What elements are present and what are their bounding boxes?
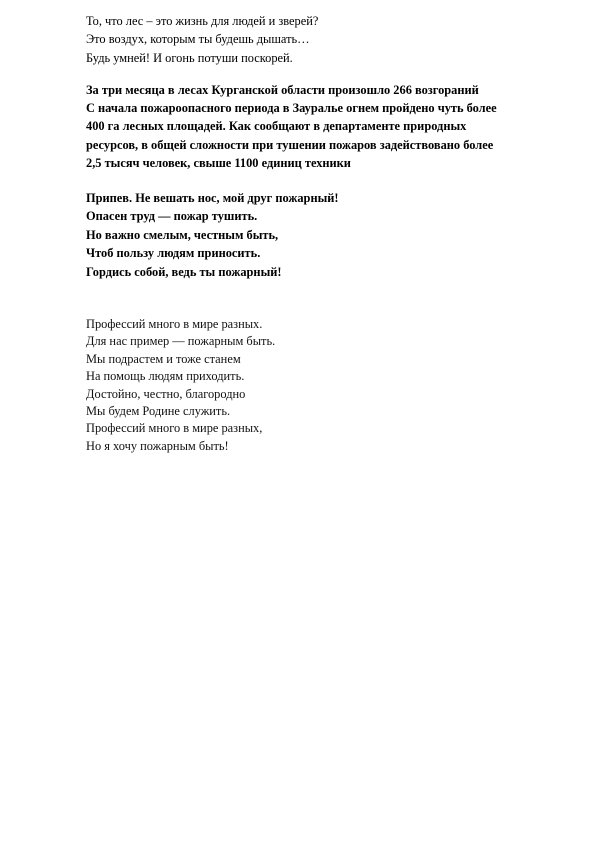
news-line: ресурсов, в общей сложности при тушении пожаров задействовано более [86, 137, 494, 152]
verse-line: Профессий много в мире разных, [86, 421, 263, 436]
news-line: За три месяца в лесах Курганской области произошло 266 возгораний [86, 83, 479, 97]
intro-line: Это воздух, которым ты будешь дышать… [86, 32, 310, 47]
verse-line: На помощь людям приходить. [86, 369, 245, 384]
chorus-stanza [86, 189, 339, 281]
verse-line: Мы подрастем и тоже станем [86, 351, 241, 366]
verse-line: Достойно, честно, благородно [86, 386, 246, 401]
intro-line: Будь умней! И огонь потуши поскорей. [86, 50, 293, 65]
verse-line: Но я хочу пожарным быть! [86, 438, 229, 453]
verse-line: Для нас пример — пожарным быть. [86, 334, 276, 349]
news-line: 400 га лесных площадей. Как сообщают в департаменте природных [86, 119, 467, 134]
chorus-line: Опасен труд — пожар тушить. [86, 209, 258, 224]
intro-stanza [86, 12, 318, 67]
chorus-line: Гордись собой, ведь ты пожарный! [86, 264, 282, 279]
verse-line: Профессий много в мире разных. [86, 317, 263, 331]
verse-stanza [86, 316, 275, 455]
chorus-line: Но важно смелым, честным быть, [86, 227, 279, 242]
verse-line: Мы будем Родине служить. [86, 404, 231, 419]
chorus-line: Припев. Не вешать нос, мой друг пожарный! [86, 191, 339, 205]
intro-line: То, что лес – это жизнь для людей и зверей? [86, 14, 319, 28]
news-line: 2,5 тысяч человек, свыше 1100 единиц техники [86, 155, 351, 170]
news-line: С начала пожароопасного периода в Зауралье огнем пройдено чуть более [86, 101, 497, 116]
chorus-line: Чтоб пользу людям приносить. [86, 246, 261, 261]
news-paragraph [86, 81, 497, 172]
